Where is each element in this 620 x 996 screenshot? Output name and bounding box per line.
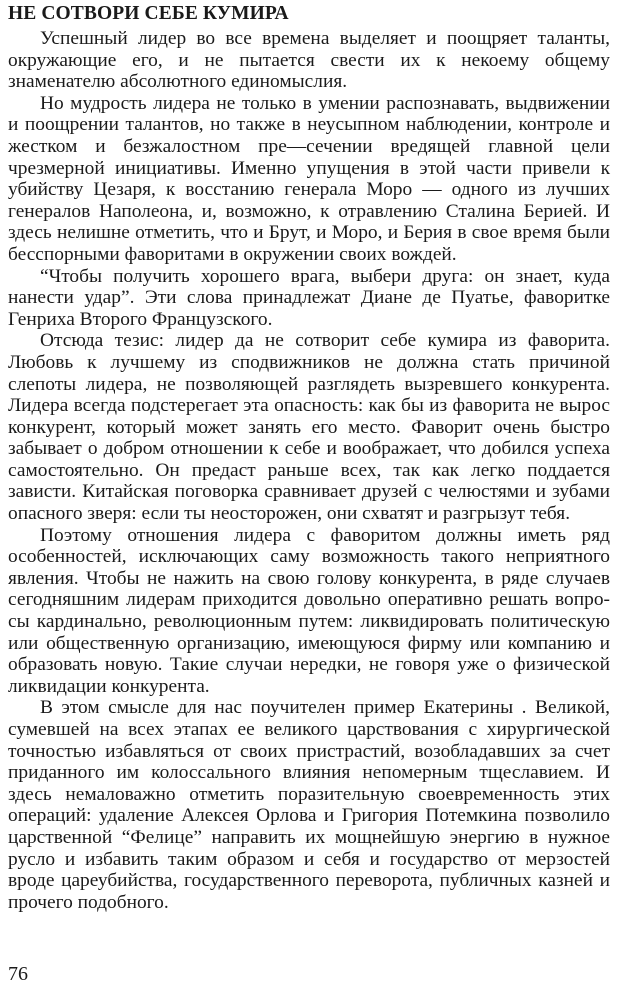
paragraph: Но мудрость лидера не только в умении распознавать, выдвижении и поощрении талантов, но также в неусыпном наблюдении, контроле и жестком и безжалостном пре—сечении вредящей главной цели чрезмерной инициативы. Именно упущения в этой части привели к убийству Цезаря, к восстанию генерала Моро — одного из лучших генералов Наполеона, и, возможно, к отравлению Сталина Берией. И здесь нелишне отметить, что и Брут, и Моро, и Берия в свое время были бесспорными фаворитами в окружении своих вождей. [8,92,610,265]
paragraph: Отсюда тезис: лидер да не сотворит себе кумира из фаворита. Любовь к лучшему из сподвижников не должна стать причиной слепоты лидера, не позволяющей разглядеть вызревшего конкурента. Лидера всегда подстерегает эта опасность: как бы из фаворита не вырос конкурент, который может занять его место. Фаворит очень быстро забывает о добром отношении к себе и воображает, что добился успеха самостоятельно. Он предаст раньше всех, так как легко поддается зависти. Китайская поговорка сравнивает друзей с челюстями и зубами опасного зверя: если ты неосторожен, они схватят и разгрызут тебя. [8,330,610,525]
paragraph: Поэтому отношения лидера с фаворитом должны иметь ряд особенностей, исключающих саму возможность такого неприятного явления. Чтобы не нажить на свою голову конкурента, в ряде случаев сегодняшним лидерам приходится довольно оперативно решать вопросы кардинально, революционным путем: ликвидировать политическую или общественную организацию, имеющуюся фирму или компанию и образовать новую. Такие случаи нередки, не говоря уже о физической ликвидации конкурента. [8,524,610,697]
paragraph: Успешный лидер во все времена выделяет и поощряет таланты, окружающие его, и не пытается свести их к некоему общему знаменателю абсолютного единомыслия. [8,28,610,93]
body-text [8,28,610,913]
paragraph: В этом смысле для нас поучителен пример Екатерины . Великой, сумевшей на всех этапах ее великого царствования с хирургической точностью избавляться от своих пристрастий, возобладавших за счет приданного им колоссального влияния непомерным тщеславием. И здесь немаловажно отметить поразительную своевременность этих операций: удаление Алексея Орлова и Григория Потемкина позволило царственной “Фелице” направить их мощнейшую энергию в нужное русло и избавить таким образом и себя и государство от мерзостей вроде цареубийства, государственного переворота, публичных казней и прочего подобного. [8,697,610,913]
paragraph: “Чтобы получить хорошего врага, выбери друга: он знает, куда нанести удар”. Эти слова принадлежат Диане де Пуатье, фаворитке Генриха Второго Французского. [8,265,610,330]
page-number: 76 [8,963,28,985]
chapter-heading: НЕ СОТВОРИ СЕБЕ КУМИРА [8,3,289,24]
